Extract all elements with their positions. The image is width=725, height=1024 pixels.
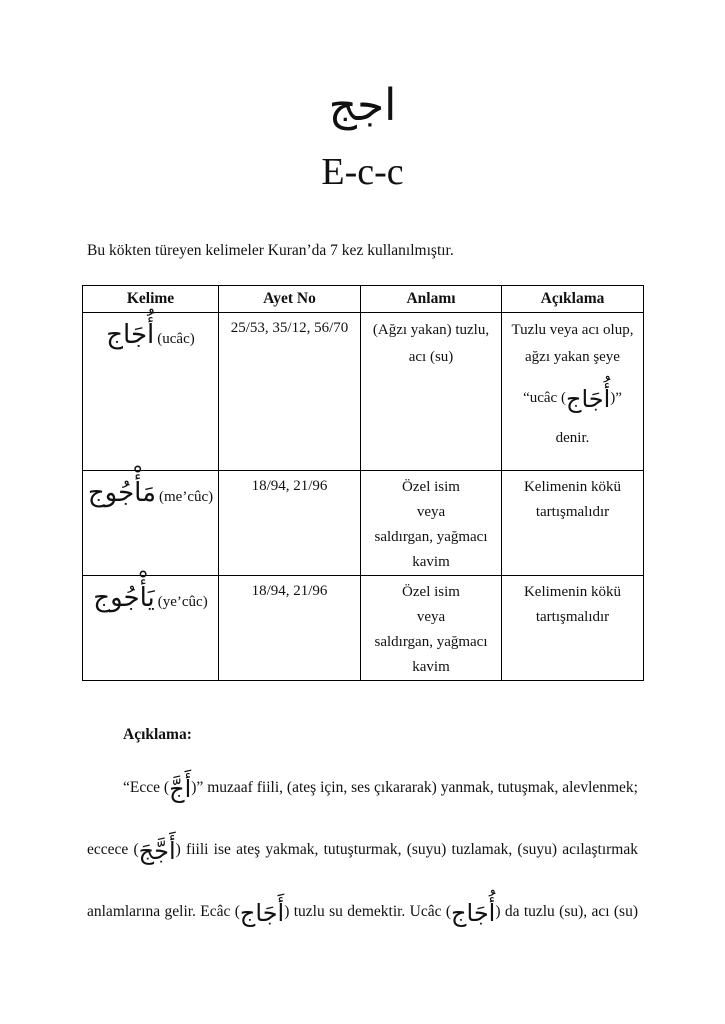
anlam-line: Özel isim [402,583,460,600]
arabic-word: يَأْجُوج [93,582,155,613]
aciklama-line: tartışmalıdır [535,503,610,520]
table-row [83,312,644,470]
anlam-line: acı (su) [408,348,454,365]
anlam-line: kavim [412,553,450,570]
latin-transliteration-title: E-c-c [321,151,404,193]
explanation-text: ) da tuzlu (su), acı (su) [495,902,639,920]
word-transliteration: (me’cûc) [159,488,214,505]
arabic-word: أُجَاج [106,319,155,350]
aciklama-line: Kelimenin kökü [523,583,622,600]
table-row [83,575,644,680]
aciklama-line: ağzı yakan şeye [525,348,620,365]
table-row [83,470,644,575]
explanation-text: anlamlarına gelir. Ecâc ( [87,902,240,920]
anlam-line: veya [416,608,446,625]
arabic-word: مَأْجُوج [87,477,156,508]
word-transliteration: (ucâc) [157,330,195,347]
arabic-word-inline: أُجَاج [565,384,611,413]
explanation-line [87,831,638,869]
derived-words-table [82,285,644,681]
quote-text: “ucâc ( [523,389,566,406]
intro-text: Bu kökten türeyen kelimeler Kuran’da 7 kez kullanılmıştır. [87,241,454,259]
kelime-cell [83,312,219,470]
aciklama-quote-line [502,371,643,425]
explanation-text: ) tuzlu su demektir. Ucâc ( [284,902,452,920]
explanation-heading: Açıklama: [123,725,192,743]
column-header-anlami: Anlamı [361,285,502,312]
anlam-cell [361,470,502,575]
arabic-word-inline: أَجَّجَ [138,836,176,865]
anlam-line: veya [416,503,446,520]
arabic-root-title: اجج [328,80,397,131]
column-header-aciklama: Açıklama [502,285,644,312]
column-header-kelime: Kelime [83,285,219,312]
table-header-row [83,285,644,312]
anlam-line: saldırgan, yağmacı [374,528,488,545]
aciklama-line: denir. [555,429,590,446]
ayet-no-cell: 25/53, 35/12, 56/70 [219,312,361,470]
aciklama-line: tartışmalıdır [535,608,610,625]
column-header-ayet-no: Ayet No [219,285,361,312]
ayet-no-cell: 18/94, 21/96 [219,470,361,575]
anlam-line: (Ağzı yakan) tuzlu, [372,321,490,338]
aciklama-line: Kelimenin kökü [523,478,622,495]
aciklama-line: Tuzlu veya acı olup, [511,321,634,338]
arabic-word-inline: أُجَاج [451,898,496,927]
kelime-cell [83,575,219,680]
anlam-cell [361,312,502,470]
anlam-line: saldırgan, yağmacı [374,633,488,650]
word-transliteration: (ye’cûc) [157,593,208,610]
ayet-no-cell: 18/94, 21/96 [219,575,361,680]
anlam-line: Özel isim [402,478,460,495]
aciklama-cell [502,470,644,575]
explanation-line [87,769,638,807]
aciklama-cell [502,312,644,470]
arabic-word-inline: أَجَّ [169,774,192,803]
explanation-text: )” muzaaf fiili, (ateş için, ses çıkararak) yanmak, tutuşmak, alevlenmek; [191,778,638,796]
explanation-text: eccece ( [87,840,139,858]
anlam-line: kavim [412,658,450,675]
explanation-text: ) fiili ise ateş yakmak, tutuşturmak, (suyu) tuzlamak, (suyu) acılaştırmak [175,840,638,858]
anlam-cell [361,575,502,680]
explanation-text: “Ecce ( [123,778,170,796]
kelime-cell [83,470,219,575]
explanation-line [87,893,638,931]
quote-text: )” [610,389,622,406]
aciklama-cell [502,575,644,680]
arabic-word-inline: أَجَاج [239,898,285,927]
